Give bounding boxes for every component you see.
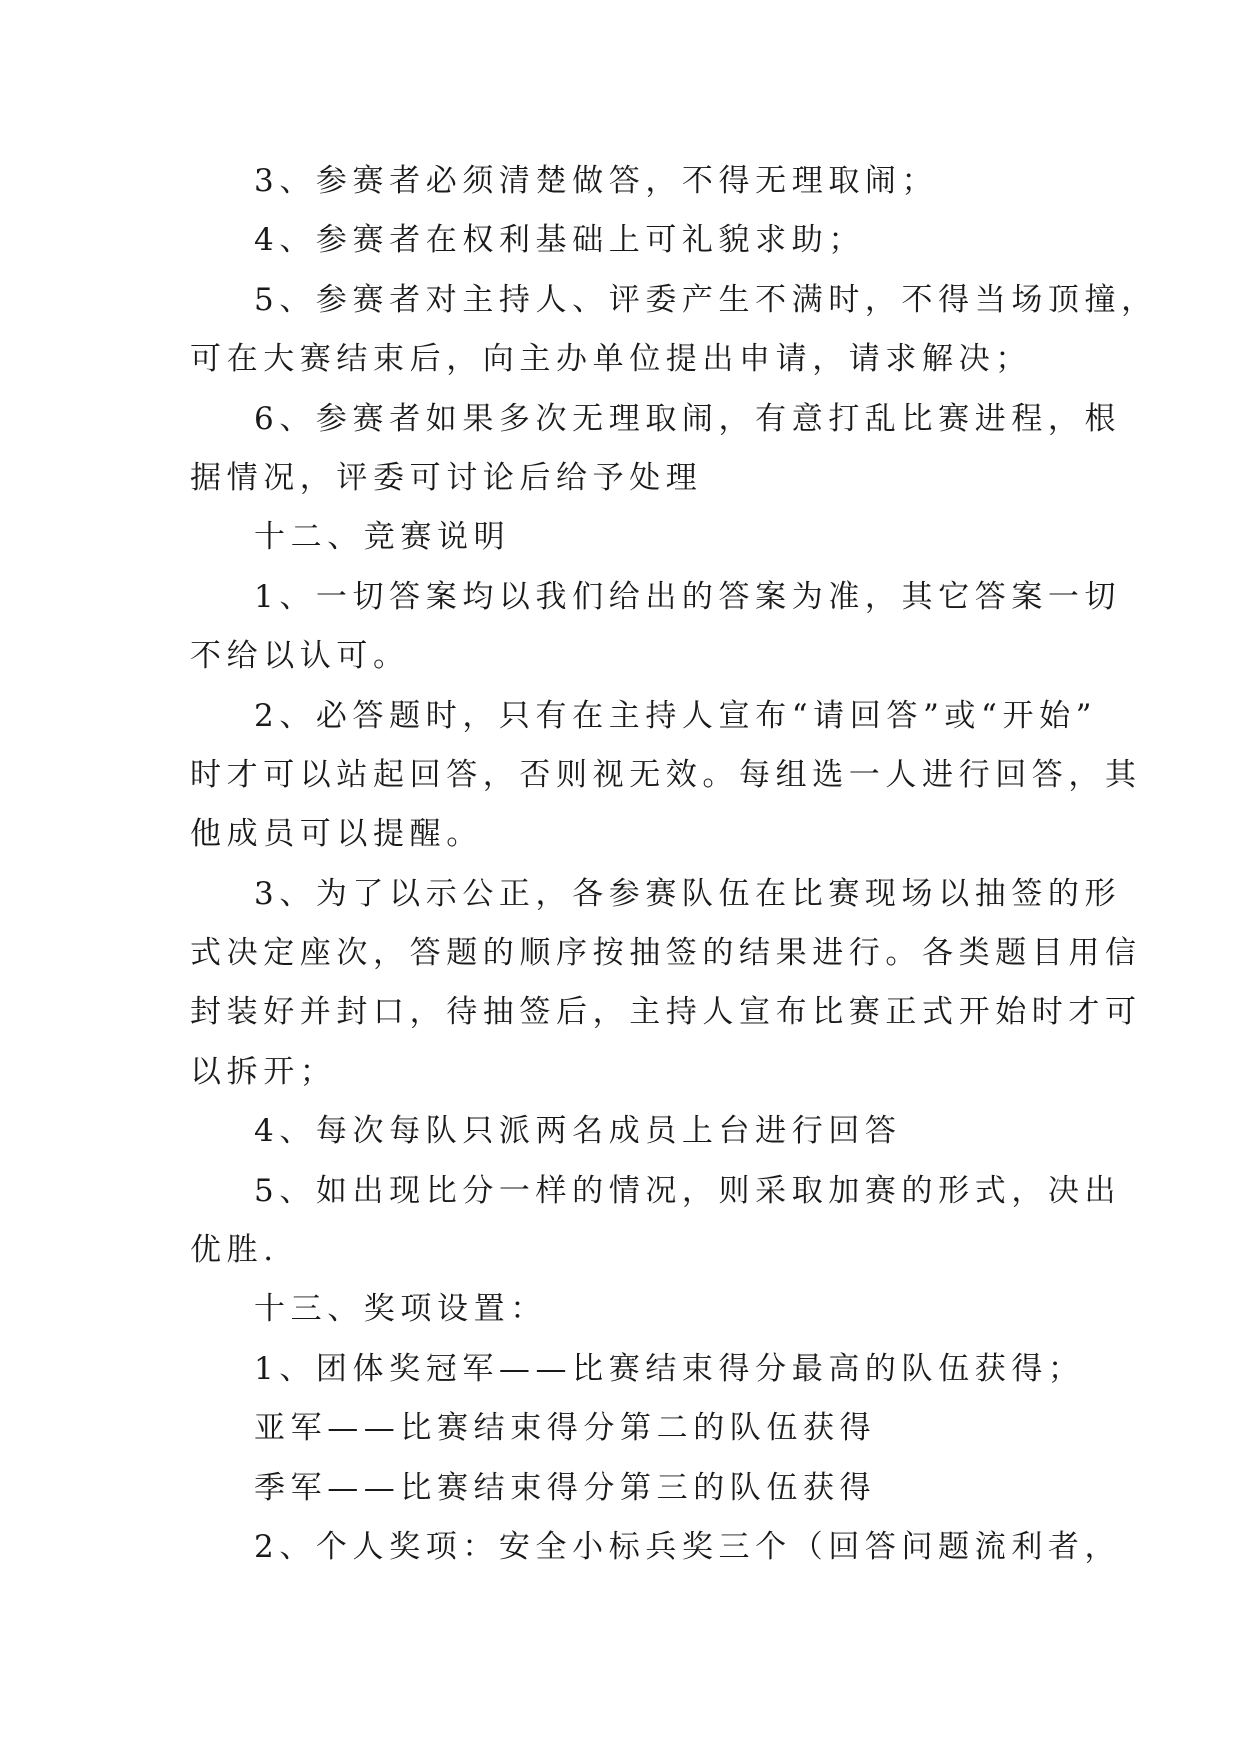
text-line: 他成员可以提醒。 xyxy=(190,816,483,853)
text-line: 时才可以站起回答，否则视无效。每组选一人进行回答，其 xyxy=(190,756,1142,793)
text-line: 不给以认可。 xyxy=(190,638,410,675)
text-line: 可在大赛结束后，向主办单位提出申请，请求解决； xyxy=(190,341,1032,378)
text-line: 4、每次每队只派两名成员上台进行回答 xyxy=(254,1113,902,1150)
text-line: 1、一切答案均以我们给出的答案为准，其它答案一切 xyxy=(254,578,1122,615)
text-line: 4、参赛者在权利基础上可礼貌求助； xyxy=(254,222,865,259)
text-line: 以拆开； xyxy=(190,1053,337,1090)
text-line: 6、参赛者如果多次无理取闹，有意打乱比赛进程，根 xyxy=(254,400,1122,437)
text-line: 十三、奖项设置： xyxy=(254,1291,547,1328)
text-line: 十二、竞赛说明 xyxy=(254,519,511,556)
text-line: 季军——比赛结束得分第三的队伍获得 xyxy=(254,1469,877,1506)
text-line: 1、团体奖冠军——比赛结束得分最高的队伍获得； xyxy=(254,1350,1085,1387)
document-body xyxy=(190,152,1158,1577)
text-line: 式决定座次，答题的顺序按抽签的结果进行。各类题目用信 xyxy=(190,935,1142,972)
text-line: 2、个人奖项：安全小标兵奖三个（回答问题流利者， xyxy=(254,1528,1122,1565)
text-line: 据情况，评委可讨论后给予处理 xyxy=(190,459,703,496)
text-line: 5、参赛者对主持人、评委产生不满时，不得当场顶撞， xyxy=(254,281,1158,318)
text-line: 优胜. xyxy=(190,1232,279,1269)
text-line: 2、必答题时，只有在主持人宣布“请回答”或“开始” xyxy=(254,697,1098,734)
text-line: 封装好并封口，待抽签后，主持人宣布比赛正式开始时才可 xyxy=(190,994,1142,1031)
text-line: 亚军——比赛结束得分第二的队伍获得 xyxy=(254,1410,877,1447)
text-line: 3、为了以示公正，各参赛队伍在比赛现场以抽签的形 xyxy=(254,875,1122,912)
text-line: 5、如出现比分一样的情况，则采取加赛的形式，决出 xyxy=(254,1172,1122,1209)
text-line: 3、参赛者必须清楚做答，不得无理取闹； xyxy=(254,163,939,199)
